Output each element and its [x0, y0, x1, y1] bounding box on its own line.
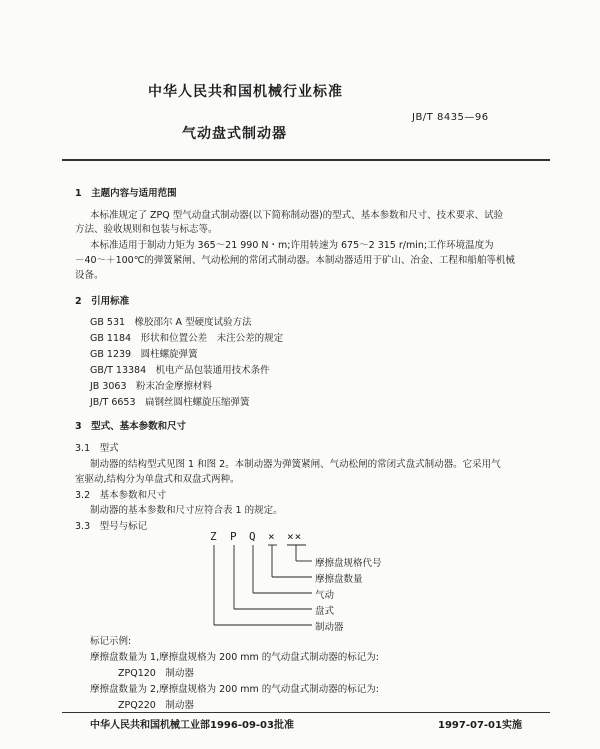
- section-2-heading: 2 引用标准: [75, 296, 130, 307]
- section-3-3-heading: 3.3 型号与标记: [75, 521, 148, 532]
- reference-item: JB/T 6653 扁钢丝圆柱螺旋压缩弹簧: [90, 397, 250, 408]
- standard-code: JB/T 8435—96: [412, 112, 489, 123]
- designation-letter-z: Z: [210, 530, 218, 543]
- reference-item: GB 531 橡胶邵尔 A 型硬度试验方法: [90, 317, 252, 328]
- section-3-1-para-1: 制动器的结构型式见图 1 和图 2。本制动器为弹簧紧闸、气动松闸的常闭式盘式制动器。它采用气: [90, 459, 501, 470]
- reference-item: GB 1184 形状和位置公差 未注公差的规定: [90, 333, 284, 344]
- example-heading: 标记示例:: [90, 636, 132, 647]
- designation-letter-q: Q: [249, 530, 257, 543]
- designation-letter-p: P: [230, 530, 238, 543]
- section-1-para-2c: 设备。: [75, 270, 104, 281]
- section-1-heading: 1 主题内容与适用范围: [75, 188, 177, 199]
- section-1-para-1a: 本标准规定了 ZPQ 型气动盘式制动器(以下简称制动器)的型式、基本参数和尺寸、技术要求、试验: [90, 210, 504, 221]
- example-2-text: 摩擦盘数量为 2,摩擦盘规格为 200 mm 的气动盘式制动器的标记为:: [90, 684, 379, 695]
- section-1-para-2b: －40～＋100℃的弹簧紧闸、气动松闸的常闭式制动器。本制动器适用于矿山、冶金、工程和船舶等机械: [75, 255, 515, 266]
- section-3-2-heading: 3.2 基本参数和尺寸: [75, 490, 167, 501]
- section-1-para-1b: 方法、验收规则和包装与标志等。: [75, 224, 218, 235]
- section-3-1-heading: 3.1 型式: [75, 443, 119, 454]
- footer-divider: [62, 712, 550, 713]
- designation-label-disc-type: 盘式: [315, 606, 335, 617]
- footer-approval: 中华人民共和国机械工业部1996-09-03批准: [90, 720, 294, 731]
- designation-label-disc-size: 摩擦盘规格代号: [315, 558, 382, 569]
- section-3-1-para-2: 室驱动,结构分为单盘式和双盘式两种。: [75, 474, 240, 485]
- reference-item: GB 1239 圆柱螺旋弹簧: [90, 349, 198, 360]
- section-3-2-para: 制动器的基本参数和尺寸应符合表 1 的规定。: [90, 505, 283, 516]
- section-1-para-2a: 本标准适用于制动力矩为 365～21 990 N・m;许用转速为 675～2 315 r/min;工作环境温度为: [90, 240, 494, 251]
- example-1-code: ZPQ120 制动器: [118, 668, 194, 679]
- section-3-heading: 3 型式、基本参数和尺寸: [75, 421, 187, 432]
- designation-label-pneumatic: 气动: [315, 590, 335, 601]
- example-1-text: 摩擦盘数量为 1,摩擦盘规格为 200 mm 的气动盘式制动器的标记为:: [90, 652, 379, 663]
- reference-item: JB 3063 粉末冶金摩擦材料: [90, 381, 213, 392]
- standard-body: 中华人民共和国机械行业标准: [148, 84, 343, 100]
- designation-label-brake: 制动器: [315, 622, 344, 633]
- document-title: 气动盘式制动器: [182, 126, 287, 142]
- designation-disc-size-mark: ××: [287, 530, 303, 543]
- footer-effective-date: 1997-07-01实施: [438, 720, 522, 731]
- example-2-code: ZPQ220 制动器: [118, 700, 194, 711]
- designation-label-disc-count: 摩擦盘数量: [315, 574, 363, 585]
- reference-item: GB/T 13384 机电产品包装通用技术条件: [90, 365, 270, 376]
- designation-disc-count-mark: ×: [268, 530, 276, 543]
